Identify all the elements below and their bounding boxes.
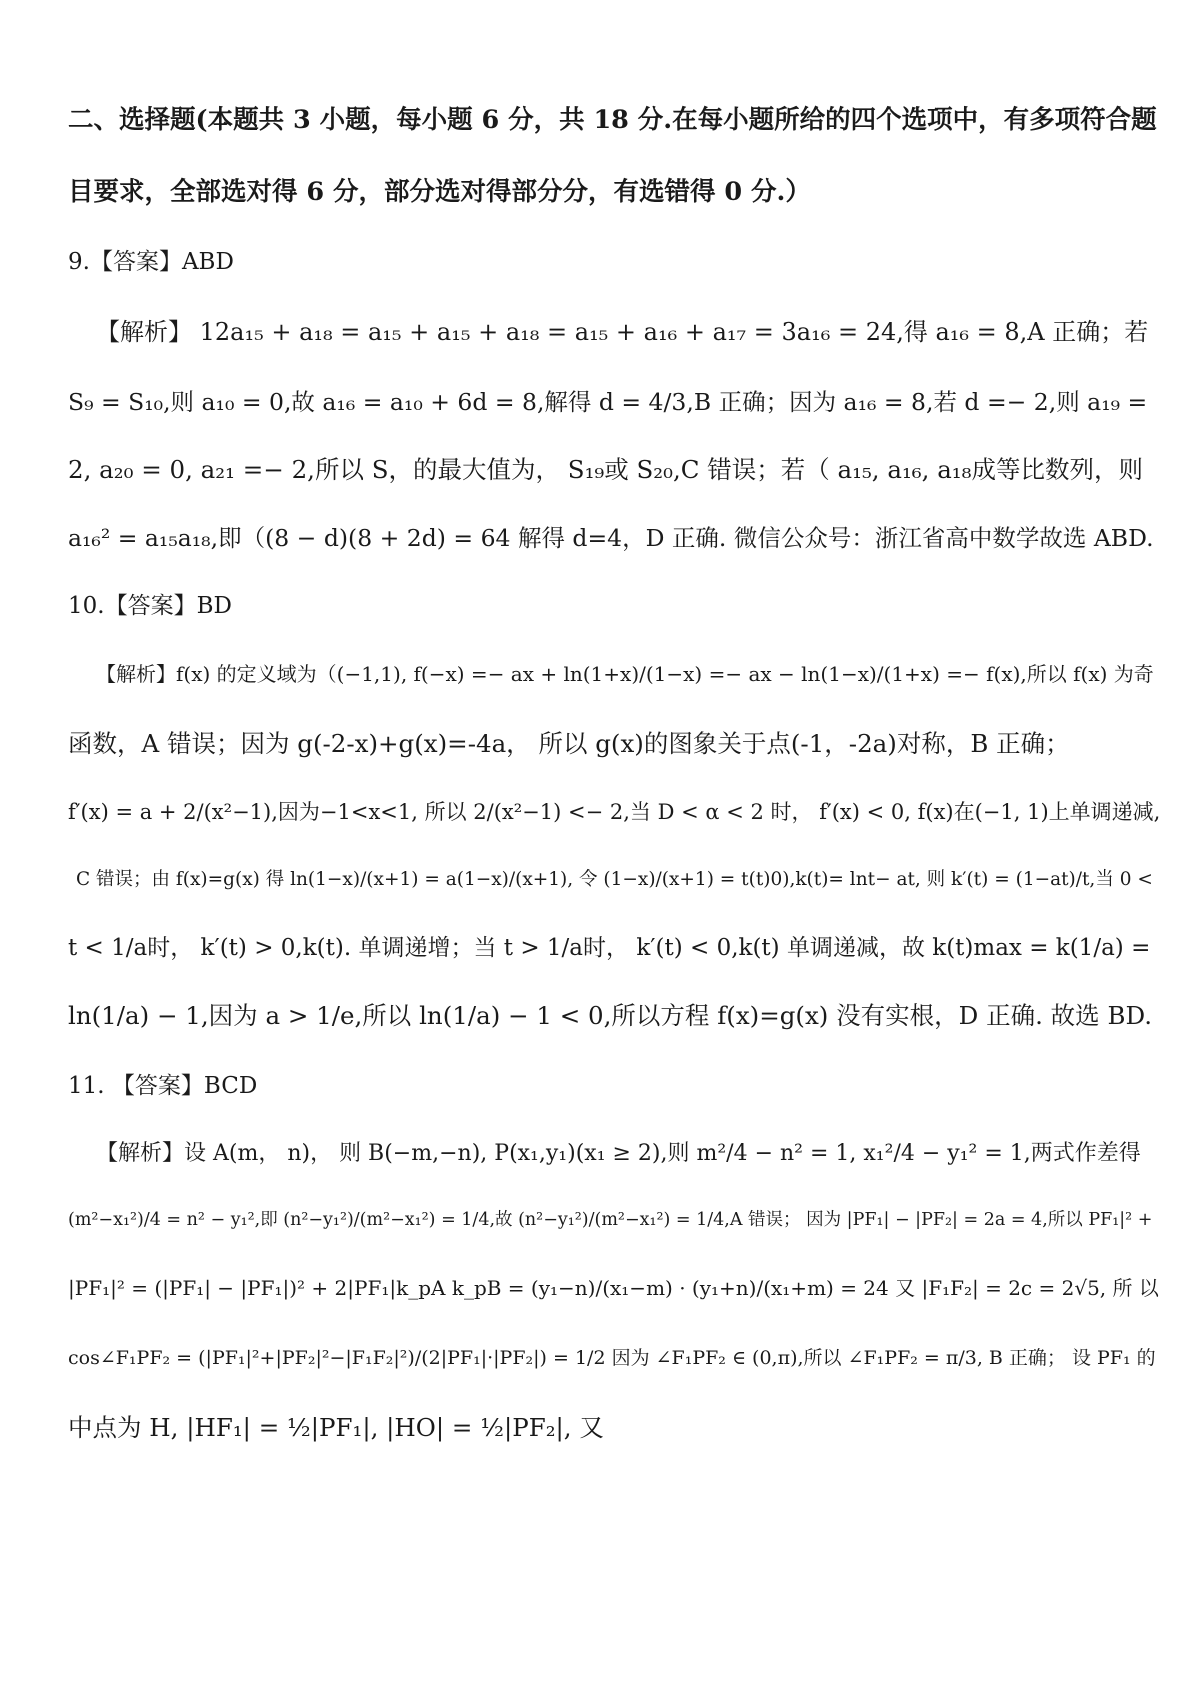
q11-solution-line-2: (m²−x₁²)/4 = n² − y₁²,即 (n²−y₁²)/(m²−x₁²) = 1/4,故 (n²−y₁²)/(m²−x₁²) = 1/4,A 错误； 因为 |PF₁| − |PF₂| = 2a = 4,所以 PF₁|² + xyxy=(68,1210,1153,1230)
q11-solution-line-3: |PF₁|² = (|PF₁| − |PF₁|)² + 2|PF₁|k_pA k_pB = (y₁−n)/(x₁−m) · (y₁+n)/(x₁+m) = 24 又 |F₁F₂| = 2c = 2√5, 所 以 xyxy=(68,1276,1159,1300)
section-heading-line-1: 二、选择题(本题共 3 小题，每小题 6 分，共 18 分.在每小题所给的四个选项中，有多项符合题 xyxy=(68,105,1157,135)
section-heading-line-2: 目要求，全部选对得 6 分，部分选对得部分分，有选错得 0 分.） xyxy=(68,177,811,207)
q10-solution-line-4: C 错误；由 f(x)=g(x) 得 ln(1−x)/(x+1) = a(1−x)/(x+1), 令 (1−x)/(x+1) = t(t)0),k(t)= lnt− at, 则 k′(t) = (1−at)/t,当 0 < xyxy=(76,869,1153,890)
q9-solution-line-3: 2, a₂₀ = 0, a₂₁ =− 2,所以 S，的最大值为， S₁₉或 S₂₀,C 错误；若（ a₁₅, a₁₆, a₁₈成等比数列，则 xyxy=(68,455,1143,484)
q11-solution-line-4: cos∠F₁PF₂ = (|PF₁|²+|PF₂|²−|F₁F₂|²)/(2|PF₁|·|PF₂|) = 1/2 因为 ∠F₁PF₂ ∈ (0,π),所以 ∠F₁PF₂ = π/3, B 正确； 设 PF₁ 的 xyxy=(68,1347,1156,1369)
q11-solution-line-1: 【解析】设 A(m， n)， 则 B(−m,−n), P(x₁,y₁)(x₁ ≥ 2),则 m²/4 − n² = 1, x₁²/4 − y₁² = 1,两式作差得 xyxy=(96,1141,1141,1166)
q10-solution-line-3: f′(x) = a + 2/(x²−1),因为−1<x<1, 所以 2/(x²−1) <− 2,当 D < α < 2 时， f′(x) < 0, f(x)在(−1, 1)上单调递减, xyxy=(68,800,1161,824)
q9-solution-line-2: S₉ = S₁₀,则 a₁₀ = 0,故 a₁₆ = a₁₀ + 6d = 8,解得 d = 4/3,B 正确；因为 a₁₆ = 8,若 d =− 2,则 a₁₉ = xyxy=(68,388,1148,416)
q9-answer: 9.【答案】ABD xyxy=(68,249,234,275)
q10-solution-line-2: 函数，A 错误；因为 g(-2-x)+g(x)=-4a， 所以 g(x)的图象关于点(-1，-2a)对称，B 正确； xyxy=(68,729,1070,758)
q11-answer: 11. 【答案】BCD xyxy=(68,1073,258,1099)
q10-answer: 10.【答案】BD xyxy=(68,593,232,619)
q9-solution-line-1: 【解析】 12a₁₅ + a₁₈ = a₁₅ + a₁₅ + a₁₈ = a₁₅ + a₁₆ + a₁₇ = 3a₁₆ = 24,得 a₁₆ = 8,A 正确；若 xyxy=(96,318,1149,346)
q11-solution-line-5: 中点为 H, |HF₁| = ½|PF₁|, |HO| = ½|PF₂|, 又 xyxy=(68,1413,604,1442)
q10-solution-line-6: ln(1/a) − 1,因为 a > 1/e,所以 ln(1/a) − 1 < 0,所以方程 f(x)=g(x) 没有实根，D 正确. 故选 BD. xyxy=(68,1001,1153,1030)
q10-solution-line-5: t < 1/a时， k′(t) > 0,k(t). 单调递增；当 t > 1/a时， k′(t) < 0,k(t) 单调递减，故 k(t)max = k(1/a) = xyxy=(68,935,1151,961)
q10-solution-line-1: 【解析】f(x) 的定义域为（(−1,1), f(−x) =− ax + ln(1+x)/(1−x) =− ax − ln(1−x)/(1+x) =− f(x),所以 f(x) 为奇 xyxy=(96,662,1154,686)
q9-solution-line-4: a₁₆² = a₁₅a₁₈,即（(8 − d)(8 + 2d) = 64 解得 d=4，D 正确. 微信公众号：浙江省高中数学故选 ABD. xyxy=(68,524,1154,552)
